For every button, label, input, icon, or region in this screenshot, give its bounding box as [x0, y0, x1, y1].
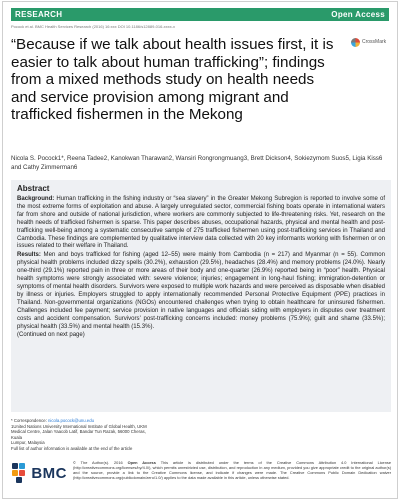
abstract-heading: Abstract — [17, 184, 50, 193]
affiliation-block — [11, 418, 151, 452]
results-text: Men and boys trafficked for fishing (aged 12–55) were mainly from Cambodia (n = 217) and Myanmar (n = 55). Common physical health problems included dizzy spells (30.2%), exhaustion (29.5%), headaches (28.4%) and memory problems (24.0%). Nearly one-third (29.1%) reported pain in three or more areas of their body and one-quarter (26.9%) reported being in “poor” health. Physical health symptoms were strongly associated with: severe violence; injuries; engagement in long-haul fishing; immigration-detention or symptoms of mental health disorders. Survivors were exposed to multiple work hazards and were perceived as disposable when disabled by illness or injuries. Employers struggled to apply internationally recommended Personal Protective Equipment (PPE) practices in Thailand. Non-governmental organizations (NGOs) encountered challenges when trying to obtain healthcare for uninsured fishermen. Challenges included fee payment; service provision in native languages and officials siding with employers in disputes over treatment costs and accident compensation. Survivors' post-trafficking concerns included: money problems (75.9%); guilt and shame (33.5%); physical health (33.5%) and mental health (15.3%). — [17, 252, 386, 330]
correspondence-label: * Correspondence: — [11, 418, 47, 423]
crossmark-icon — [351, 38, 360, 47]
license-text — [73, 460, 391, 480]
license-open-access: Open Access — [127, 460, 156, 465]
background-text: Human trafficking in the fishing industry or “sea slavery” in the Greater Mekong Subregion is reported to involve some of the most extreme forms of exploitation and abuse. A largely unregulated sector, commercial fishing boats operate in international waters far from shore and outside of national jurisdiction, where workers are commonly subjected to life-threatening risks. Yet, research on the health needs of trafficked fishermen is sparse. This paper describes abuses, occupational hazards, physical and mental health and post-trafficking well-being among a systematic consecutive sample of 275 trafficked fishermen using post-trafficking services in Thailand and Cambodia. These findings are complemented by qualitative interview data collected with 20 key informants working with fishermen or on issues related to their welfare in Thailand. — [17, 196, 385, 250]
abstract-background — [17, 196, 385, 251]
affiliation-line: Medical Centre, Jalan Yaacob Latif, Bandar Tun Razak, 56000 Cheras, Kuala — [11, 429, 146, 440]
license-body: This article is distributed under the terms of the Creative Commons Attribution 4.0 International License (http://creativecommons.org/licenses/by/4.0/), which permits unrestricted use, distribution, and reproduction in any medium, provided you give appropriate credit to the original author(s) and the source, provide a link to the Creative Commons license, and indicate if changes were made. The Creative Commons Public Domain Dedication waiver (http://creativecommons.org/publicdomain/zero/1.0/) applies to the data made available in this article, unless otherwise stated. — [73, 460, 391, 481]
bmc-logo-icon — [11, 462, 29, 484]
citation-meta-line: Pocock et al. BMC Health Services Research (2016) 16:xxx DOI 10.1186/s12889-016-xxxx-x — [11, 24, 175, 29]
section-header-bar — [11, 8, 389, 21]
correspondence-email-link[interactable]: nicola.pocock@unu.edu — [48, 418, 94, 423]
continued-note: (Continued on next page) — [17, 332, 85, 339]
bmc-brand-text: BMC — [31, 464, 67, 482]
affiliation-line: 1United Nations University International Institute of Global Health, UKM — [11, 423, 147, 429]
author-list: Nicola S. Pocock1*, Reena Tadee2, Kanokwan Tharawan2, Wansiri Rongrongmuang3, Brett Dickson4, Sokiezymom Suos5, Ligia Kiss6 and Cathy Zimmerman6 — [11, 155, 383, 171]
bmc-logo — [11, 460, 67, 486]
background-label: Background: — [17, 196, 55, 202]
article-page — [2, 1, 398, 499]
affiliation-line: Lumpur, Malaysia — [11, 440, 45, 446]
open-access-label: Open Access — [331, 10, 385, 19]
results-label: Results: — [17, 252, 41, 259]
section-label: RESEARCH — [15, 10, 63, 19]
article-title: “Because if we talk about health issues first, it is easier to talk about human trafficking”; findings from a mixed methods study on health needs and service provision among migrant and trafficked fishermen in the Mekong — [11, 36, 334, 124]
crossmark-label: CrossMark — [362, 39, 387, 45]
abstract-results — [17, 252, 385, 331]
license-lead: © The Author(s). 2016 — [73, 460, 123, 465]
author-info-note: Full list of author information is available at the end of the article — [11, 445, 133, 451]
abstract-box — [11, 180, 391, 412]
crossmark-badge[interactable] — [351, 36, 387, 48]
